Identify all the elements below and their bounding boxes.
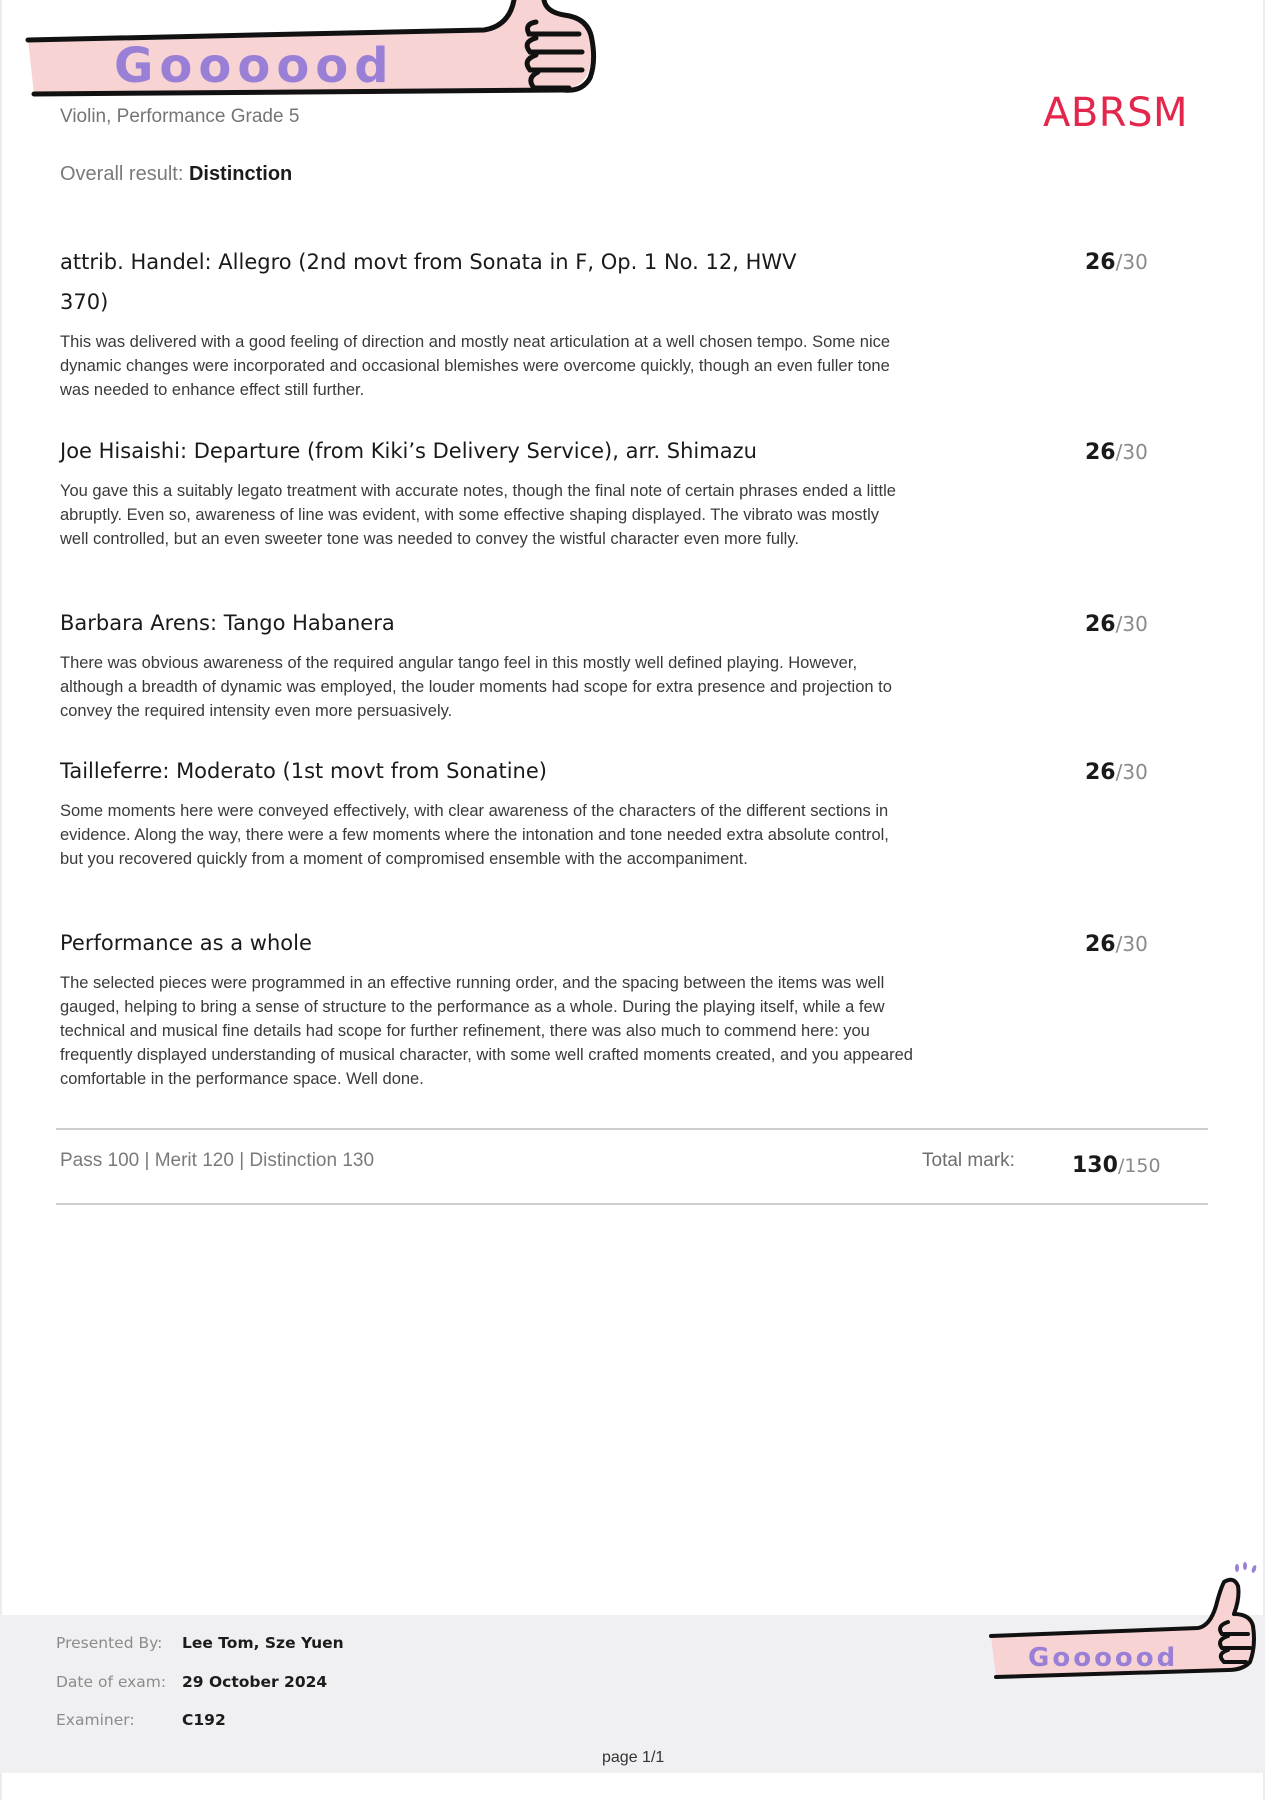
item-comment: There was obvious awareness of the required angular tango feel in this mostly well defined playing. However, although a breadth of dynamic was employed, the louder moments had scope for extra presence and projection to convey the required intensity even more persuasively. [60, 654, 892, 720]
total-mark [1072, 1153, 1161, 1178]
score-max: /30 [1115, 760, 1148, 784]
examiner-value: C192 [182, 1711, 226, 1729]
exam-date-row [56, 1673, 327, 1691]
overall-result-label: Overall result: [60, 163, 184, 185]
item-comment: You gave this a suitably legato treatment with accurate notes, though the final note of certain phrases ended a little abruptly. Even so, awareness of line was evident, with some effective shaping displayed. The vibrato was mostly well controlled, but an even sweeter tone was needed to convey the wistful character even more fully. [60, 482, 896, 548]
page-number: page 1/1 [602, 1749, 665, 1766]
total-score-value: 130 [1072, 1153, 1118, 1178]
item-title: Performance as a whole [60, 931, 312, 955]
item-comment: The selected pieces were programmed in an effective running order, and the spacing between the items was well gauged, helping to bring a sense of structure to the performance as a whole. During the playing itself, while a few technical and musical fine details had scope for further refinement, there was also much to commend here: you frequently displayed understanding of musical character, with some well crafted moments created, and you appeared comfortable in the performance space. Well done. [60, 974, 913, 1088]
item-score [1085, 250, 1148, 275]
score-value: 26 [1085, 250, 1116, 275]
item-score [1085, 760, 1148, 785]
score-value: 26 [1085, 932, 1116, 957]
item-score [1085, 932, 1148, 957]
item-title [60, 242, 880, 322]
svg-text:Goooood: Goooood [114, 38, 395, 94]
assessment-item [60, 923, 1160, 1091]
overall-result [60, 163, 292, 186]
grade-thresholds: Pass 100 | Merit 120 | Distinction 130 [60, 1150, 375, 1171]
thumbs-up-icon [988, 1562, 1258, 1687]
presented-by-value: Lee Tom, Sze Yuen [182, 1634, 344, 1652]
svg-text:Goooood: Goooood [1028, 1643, 1179, 1673]
assessment-item [60, 431, 1160, 551]
examiner-label: Examiner: [56, 1711, 135, 1729]
exam-date-value: 29 October 2024 [182, 1673, 328, 1691]
item-title-line: 370) [60, 290, 109, 314]
page-border-right [1263, 0, 1265, 1800]
presented-by-label: Presented By: [56, 1634, 163, 1652]
score-max: /30 [1115, 250, 1148, 274]
divider-top [56, 1128, 1208, 1130]
abrsm-logo: ABRSM [1043, 90, 1188, 136]
page-border-left [0, 0, 2, 1800]
item-title-line: attrib. Handel: Allegro (2nd movt from Sonata in F, Op. 1 No. 12, HWV [60, 250, 797, 274]
score-max: /30 [1115, 612, 1148, 636]
item-comment: Some moments here were conveyed effectively, with clear awareness of the characters of the different sections in evidence. Along the way, there were a few moments where the intonation and tone needed extra absolute control, but you recovered quickly from a moment of compromised ensemble with the accompaniment. [60, 802, 889, 868]
total-score-max: /150 [1117, 1155, 1161, 1177]
score-max: /30 [1115, 440, 1148, 464]
item-title: Barbara Arens: Tango Habanera [60, 611, 395, 635]
score-value: 26 [1085, 440, 1116, 465]
item-title: Tailleferre: Moderato (1st movt from Sonatine) [60, 759, 547, 783]
divider-bottom [56, 1203, 1208, 1205]
item-score [1085, 612, 1148, 637]
item-title: Joe Hisaishi: Departure (from Kiki’s Delivery Service), arr. Shimazu [60, 439, 757, 463]
thumbs-up-icon [24, 0, 604, 100]
assessment-item [60, 751, 1160, 871]
item-score [1085, 440, 1148, 465]
exam-subtitle: Violin, Performance Grade 5 [60, 106, 300, 127]
exam-date-label: Date of exam: [56, 1673, 167, 1691]
score-max: /30 [1115, 932, 1148, 956]
total-mark-label: Total mark: [922, 1150, 1015, 1171]
goooood-sticker-top [24, 0, 604, 100]
assessment-item [60, 242, 1160, 402]
score-value: 26 [1085, 760, 1116, 785]
score-value: 26 [1085, 612, 1116, 637]
assessment-item [60, 603, 1160, 723]
examiner-row [56, 1711, 226, 1729]
overall-result-value: Distinction [188, 163, 293, 185]
item-comment: This was delivered with a good feeling of direction and mostly neat articulation at a well chosen tempo. Some nice dynamic changes were incorporated and occasional blemishes were overcome quickly, though an even fuller tone was needed to enhance effect still further. [60, 333, 891, 399]
goooood-sticker-bottom [988, 1562, 1258, 1687]
presented-by-row [56, 1634, 344, 1652]
